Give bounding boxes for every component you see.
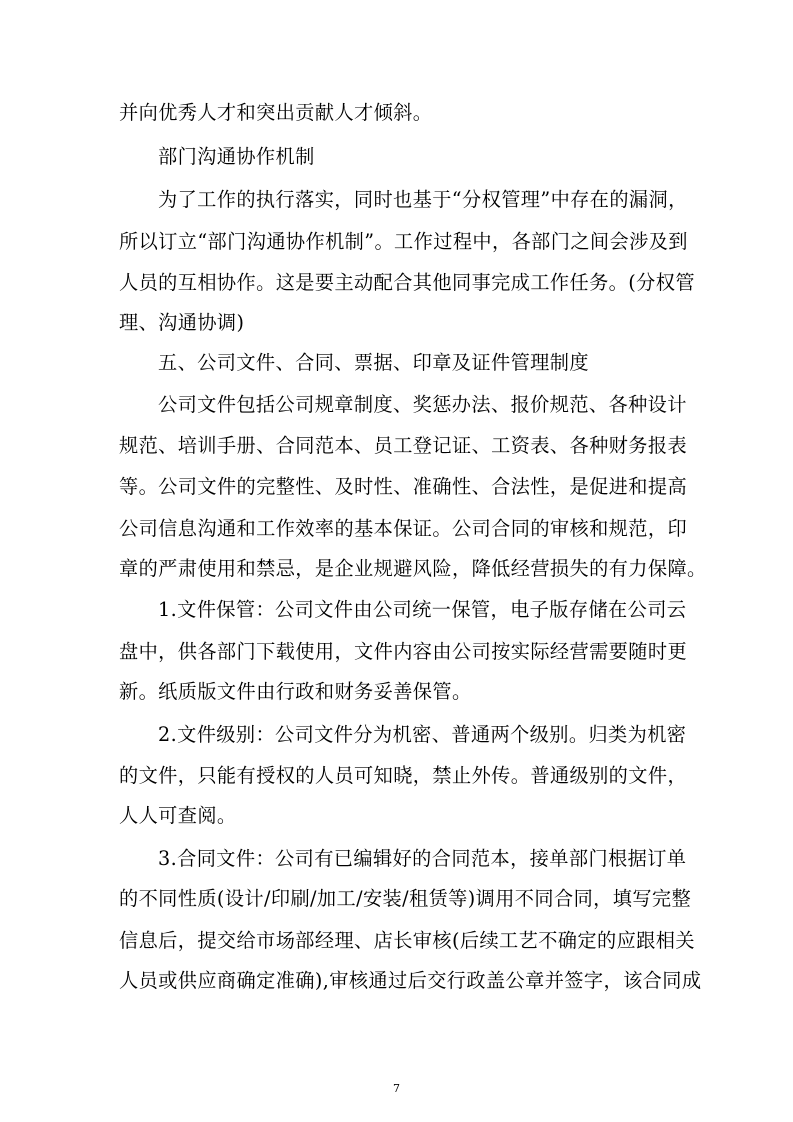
section-heading-five: 五、公司文件、合同、票据、印章及证件管理制度 bbox=[158, 351, 589, 374]
text-line-12: 章的严肃使用和禁忌，是企业规避风险，降低经营损失的有力保障。 bbox=[119, 557, 707, 580]
page-number: 7 bbox=[393, 1082, 400, 1095]
text-line-19: 3.合同文件：公司有已编辑好的合同范本，接单部门根据订单 bbox=[158, 847, 687, 870]
text-line-11: 公司信息沟通和工作效率的基本保证。公司合同的审核和规范，印 bbox=[119, 517, 688, 540]
text-line-16: 2.文件级别：公司文件分为机密、普通两个级别。归类为机密 bbox=[158, 723, 687, 746]
text-line-3: 为了工作的执行落实，同时也基于“分权管理”中存在的漏洞， bbox=[158, 188, 688, 211]
text-line-15: 新。纸质版文件由行政和财务妥善保管。 bbox=[119, 680, 472, 703]
text-line-17: 的文件，只能有授权的人员可知晓，禁止外传。普通级别的文件， bbox=[119, 764, 688, 787]
text-line-4: 所以订立“部门沟通协作机制”。工作过程中，各部门之间会涉及到 bbox=[119, 230, 688, 253]
text-line-5: 人员的互相协作。这是要主动配合其他同事完成工作任务。(分权管 bbox=[119, 271, 695, 294]
text-line-8: 公司文件包括公司规章制度、奖惩办法、报价规范、各种设计 bbox=[158, 393, 687, 416]
text-line-22: 人员或供应商确定准确),审核通过后交行政盖公章并签字，该合同成 bbox=[119, 969, 702, 992]
text-line-1: 并向优秀人才和突出贡献人才倾斜。 bbox=[119, 101, 433, 124]
section-heading-communication: 部门沟通协作机制 bbox=[158, 145, 315, 168]
text-line-6: 理、沟通协调) bbox=[119, 311, 245, 334]
text-line-9: 规范、培训手册、合同范本、员工登记证、工资表、各种财务报表 bbox=[119, 434, 688, 457]
text-line-13: 1.文件保管：公司文件由公司统一保管，电子版存储在公司云 bbox=[158, 598, 687, 621]
text-line-20: 的不同性质(设计/印刷/加工/安装/租赁等)调用不同合同，填写完整 bbox=[119, 887, 692, 910]
text-line-21: 信息后，提交给市场部经理、店长审核(后续工艺不确定的应跟相关 bbox=[119, 929, 695, 952]
text-line-18: 人人可查阅。 bbox=[119, 804, 237, 827]
text-line-10: 等。公司文件的完整性、及时性、准确性、合法性，是促进和提高 bbox=[119, 475, 688, 498]
text-line-14: 盘中，供各部门下载使用，文件内容由公司按实际经营需要随时更 bbox=[119, 640, 688, 663]
